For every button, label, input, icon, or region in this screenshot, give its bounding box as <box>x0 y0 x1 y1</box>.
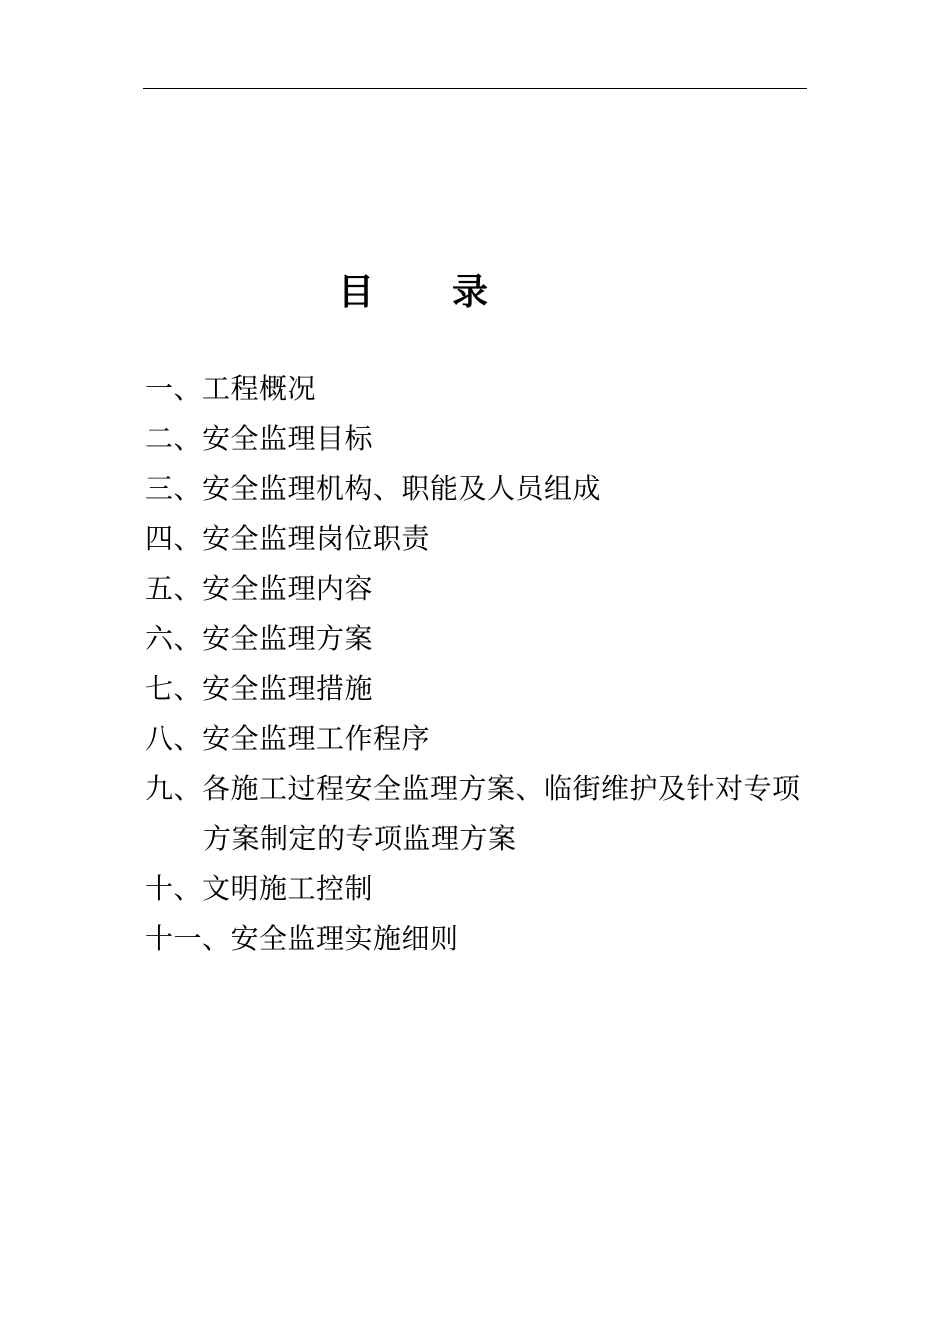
toc-item-6: 六、安全监理方案 <box>145 622 374 655</box>
toc-title-char-1: 目 <box>338 271 375 313</box>
header-rule <box>143 88 807 89</box>
toc-item-2: 二、安全监理目标 <box>145 422 374 455</box>
toc-item-5: 五、安全监理内容 <box>145 572 374 605</box>
toc-item-4: 四、安全监理岗位职责 <box>145 522 431 555</box>
toc-item-9-line-2: 方案制定的专项监理方案 <box>203 822 517 855</box>
toc-list <box>145 364 815 964</box>
toc-item-11: 十一、安全监理实施细则 <box>145 922 459 955</box>
toc-item-8: 八、安全监理工作程序 <box>145 722 431 755</box>
toc-title <box>338 266 508 318</box>
toc-title-char-2: 录 <box>452 271 489 313</box>
toc-item-10: 十、文明施工控制 <box>145 872 374 905</box>
toc-item-9-line-1: 九、各施工过程安全监理方案、临街维护及针对专项 <box>145 772 801 805</box>
toc-item-7: 七、安全监理措施 <box>145 672 374 705</box>
toc-item-9 <box>145 764 815 864</box>
toc-item-1: 一、工程概况 <box>145 372 317 405</box>
toc-item-3: 三、安全监理机构、职能及人员组成 <box>145 472 602 505</box>
